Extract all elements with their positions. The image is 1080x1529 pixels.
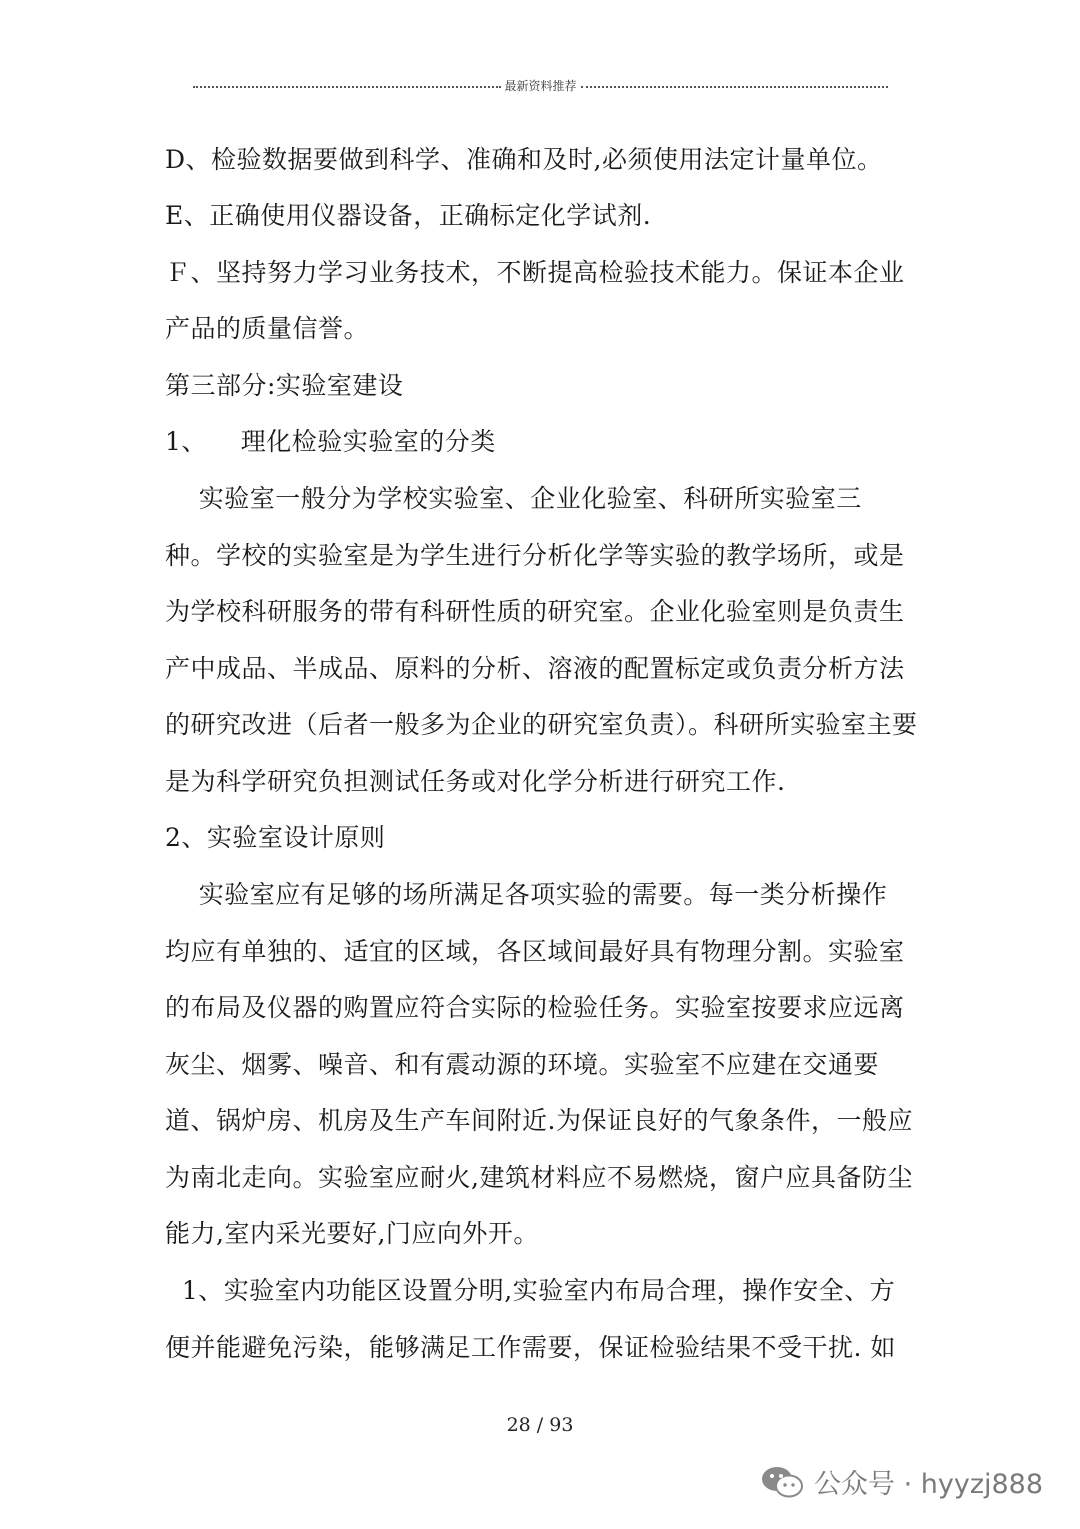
text-line: 灰尘、烟雾、噪音、和有震动源的环境。实验室不应建在交通要 bbox=[165, 1050, 880, 1079]
text-line: 是为科学研究负担测试任务或对化学分析进行研究工作. bbox=[165, 767, 786, 796]
watermark bbox=[760, 1462, 1043, 1501]
text-line: 的研究改进（后者一般多为企业的研究室负责）。科研所实验室主要 bbox=[165, 710, 918, 739]
text-line: 实验室应有足够的场所满足各项实验的需要。每一类分析操作 bbox=[165, 880, 888, 909]
text-line: 为南北走向。实验室应耐火,建筑材料应不易燃烧，窗户应具备防尘 bbox=[165, 1163, 913, 1192]
header-dots-right bbox=[581, 86, 889, 88]
text-line: E、正确使用仪器设备，正确标定化学试剂. bbox=[165, 201, 652, 230]
text-line: 种。学校的实验室是为学生进行分析化学等实验的教学场所，或是 bbox=[165, 541, 905, 570]
subsection-heading: 2、实验室设计原则 bbox=[165, 823, 386, 852]
text-line: D、检验数据要做到科学、准确和及时,必须使用法定计量单位。 bbox=[165, 145, 883, 174]
text-line: 为学校科研服务的带有科研性质的研究室。企业化验室则是负责生 bbox=[165, 597, 905, 626]
header-title: 最新资料推荐 bbox=[504, 79, 577, 93]
text-line: 均应有单独的、适宜的区域，各区域间最好具有物理分割。实验室 bbox=[165, 937, 905, 966]
text-line: 便并能避免污染，能够满足工作需要，保证检验结果不受干扰. 如 bbox=[165, 1333, 896, 1362]
section-heading: 第三部分:实验室建设 bbox=[165, 371, 404, 400]
page-number: 28 / 93 bbox=[506, 1414, 574, 1436]
text-line: 能力,室内采光要好,门应向外开。 bbox=[165, 1219, 539, 1248]
text-line: Ｆ、坚持努力学习业务技术，不断提高检验技术能力。保证本企业 bbox=[165, 258, 905, 287]
text-line: 实验室一般分为学校实验室、企业化验室、科研所实验室三 bbox=[165, 484, 862, 513]
header-dots-left bbox=[193, 86, 501, 88]
text-line: 产中成品、半成品、原料的分析、溶液的配置标定或负责分析方法 bbox=[165, 654, 905, 683]
page-header bbox=[193, 77, 888, 94]
subsection-heading: 1、 理化检验实验室的分类 bbox=[165, 427, 496, 456]
text-line: 产品的质量信誉。 bbox=[165, 314, 370, 343]
wechat-icon bbox=[760, 1464, 804, 1500]
watermark-text: 公众号 · hyyzj888 bbox=[814, 1469, 1044, 1500]
text-line: 的布局及仪器的购置应符合实际的检验任务。实验室按要求应远离 bbox=[165, 993, 905, 1022]
text-line: 道、锅炉房、机房及生产车间附近.为保证良好的气象条件，一般应 bbox=[165, 1106, 913, 1135]
text-line: 1、实验室内功能区设置分明,实验室内布局合理，操作安全、方 bbox=[165, 1276, 896, 1305]
